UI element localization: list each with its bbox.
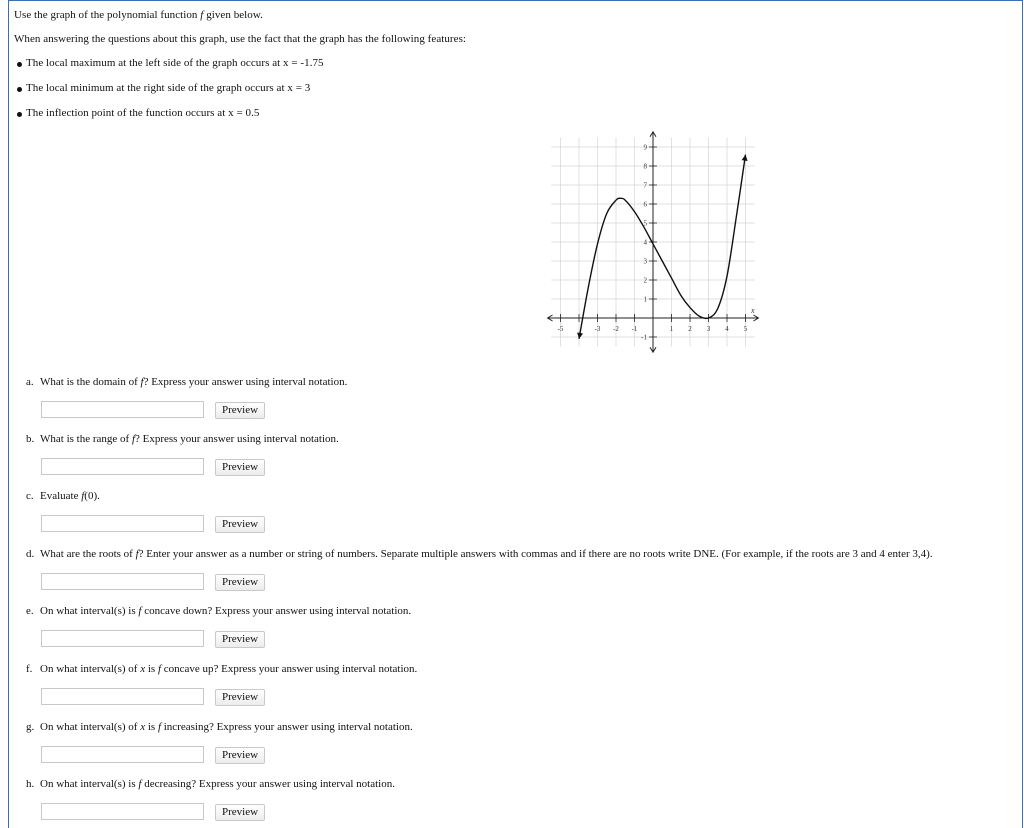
- preview-button-c[interactable]: Preview: [215, 516, 265, 533]
- intro-line-2: When answering the questions about this graph, use the fact that the graph has the following features:: [14, 33, 467, 45]
- answer-input-h[interactable]: [41, 803, 204, 820]
- question-letter: d.: [26, 548, 35, 560]
- y-tick-label: 5: [643, 219, 647, 228]
- question-text-pre: On what interval(s) is: [40, 605, 139, 617]
- question-text-post: concave down? Express your answer using interval notation.: [141, 605, 412, 617]
- x-tick-label: 4: [725, 325, 729, 333]
- question-text-mid: is: [145, 663, 158, 675]
- y-tick-label: -1: [641, 333, 647, 342]
- question-letter: b.: [26, 433, 35, 445]
- question-d: [26, 548, 933, 560]
- question-text-post: ? Enter your answer as a number or string of numbers. Separate multiple answers with commas and if there are no roots write DNE. (For example, if the roots are 3 and 4 enter 3,4).: [138, 548, 933, 560]
- question-function-name: f: [138, 605, 142, 617]
- bullet-icon: [17, 112, 22, 117]
- question-text-post: decreasing? Express your answer using interval notation.: [141, 778, 395, 790]
- question-function-name: f: [81, 490, 85, 502]
- question-text-mid: is: [145, 721, 158, 733]
- intro-line-1: [14, 9, 263, 21]
- question-text-post: ? Express your answer using interval notation.: [135, 433, 339, 445]
- question-g: [26, 721, 413, 733]
- question-text-pre: On what interval(s) of: [40, 721, 141, 733]
- x-axis-label: x: [751, 306, 755, 315]
- bullet-icon: [17, 62, 22, 67]
- question-h: [26, 778, 395, 790]
- y-tick-label: 7: [643, 181, 647, 190]
- y-tick-label: 1: [643, 295, 647, 304]
- question-text-pre: On what interval(s) is: [40, 778, 139, 790]
- answer-input-d[interactable]: [41, 573, 204, 590]
- preview-button-h[interactable]: Preview: [215, 804, 265, 821]
- question-text-pre: What are the roots of: [40, 548, 136, 560]
- question-b: [26, 433, 339, 445]
- x-tick-label: 5: [743, 325, 748, 333]
- question-c: [26, 490, 100, 502]
- preview-button-a[interactable]: Preview: [215, 402, 265, 419]
- answer-input-e[interactable]: [41, 630, 204, 647]
- intro-line-1-text: Use the graph of the polynomial function: [14, 9, 198, 21]
- y-tick-label: 6: [643, 200, 647, 209]
- answer-input-f[interactable]: [41, 688, 204, 705]
- feature-inflection: The inflection point of the function occurs at x = 0.5: [26, 107, 260, 119]
- question-e: [26, 605, 411, 617]
- answer-input-g[interactable]: [41, 746, 204, 763]
- x-tick-label: 1: [669, 325, 674, 333]
- x-tick-label: 3: [706, 325, 711, 333]
- question-function-name: f: [138, 778, 142, 790]
- question-function-name: f: [157, 721, 161, 733]
- question-a: [26, 376, 347, 388]
- answer-input-c[interactable]: [41, 515, 204, 532]
- intro-function-name: f: [200, 9, 204, 21]
- question-function-name: f: [135, 548, 139, 560]
- question-text-post: (0).: [84, 490, 100, 502]
- y-tick-label: 2: [643, 276, 647, 285]
- curve-arrows: [577, 155, 747, 339]
- y-tick-label: 8: [643, 162, 647, 171]
- answer-input-a[interactable]: [41, 401, 204, 418]
- intro-line-1-end: given below.: [206, 9, 263, 21]
- question-variable: x: [140, 721, 146, 733]
- preview-button-g[interactable]: Preview: [215, 747, 265, 764]
- feature-local-min: The local minimum at the right side of the graph occurs at x = 3: [26, 82, 311, 94]
- x-tick-label: -2: [613, 325, 619, 333]
- bullet-icon: [17, 87, 22, 92]
- preview-button-f[interactable]: Preview: [215, 689, 265, 706]
- curve-arrow-start: [577, 332, 583, 338]
- question-text-post: increasing? Express your answer using interval notation.: [161, 721, 413, 733]
- question-text-post: concave up? Express your answer using interval notation.: [161, 663, 418, 675]
- question-text-pre: Evaluate: [40, 490, 82, 502]
- question-variable: x: [140, 663, 146, 675]
- polynomial-graph: [535, 130, 775, 360]
- question-letter: g.: [26, 721, 35, 733]
- answer-input-b[interactable]: [41, 458, 204, 475]
- question-letter: c.: [26, 490, 34, 502]
- y-tick-label: 4: [643, 238, 647, 247]
- curve-arrow-end: [742, 155, 748, 161]
- question-letter: h.: [26, 778, 35, 790]
- question-letter: a.: [26, 376, 34, 388]
- question-f: [26, 663, 417, 675]
- feature-local-max: The local maximum at the left side of the graph occurs at x = -1.75: [26, 57, 324, 69]
- function-curve: [579, 155, 746, 339]
- question-text-pre: What is the domain of: [40, 376, 141, 388]
- x-tick-label: 2: [688, 325, 692, 333]
- question-function-name: f: [131, 433, 135, 445]
- x-tick-label: -3: [594, 325, 601, 333]
- y-tick-label: 3: [643, 257, 647, 266]
- question-function-name: f: [157, 663, 161, 675]
- y-tick-label: 9: [643, 143, 647, 152]
- preview-button-b[interactable]: Preview: [215, 459, 265, 476]
- x-tick-label: -1: [631, 325, 638, 333]
- question-function-name: f: [140, 376, 144, 388]
- x-tick-label: -5: [557, 325, 564, 333]
- preview-button-d[interactable]: Preview: [215, 574, 265, 591]
- question-letter: e.: [26, 605, 34, 617]
- question-letter: f.: [26, 663, 33, 675]
- preview-button-e[interactable]: Preview: [215, 631, 265, 648]
- question-text-pre: What is the range of: [40, 433, 132, 445]
- question-text-pre: On what interval(s) of: [40, 663, 141, 675]
- question-text-post: ? Express your answer using interval notation.: [143, 376, 348, 388]
